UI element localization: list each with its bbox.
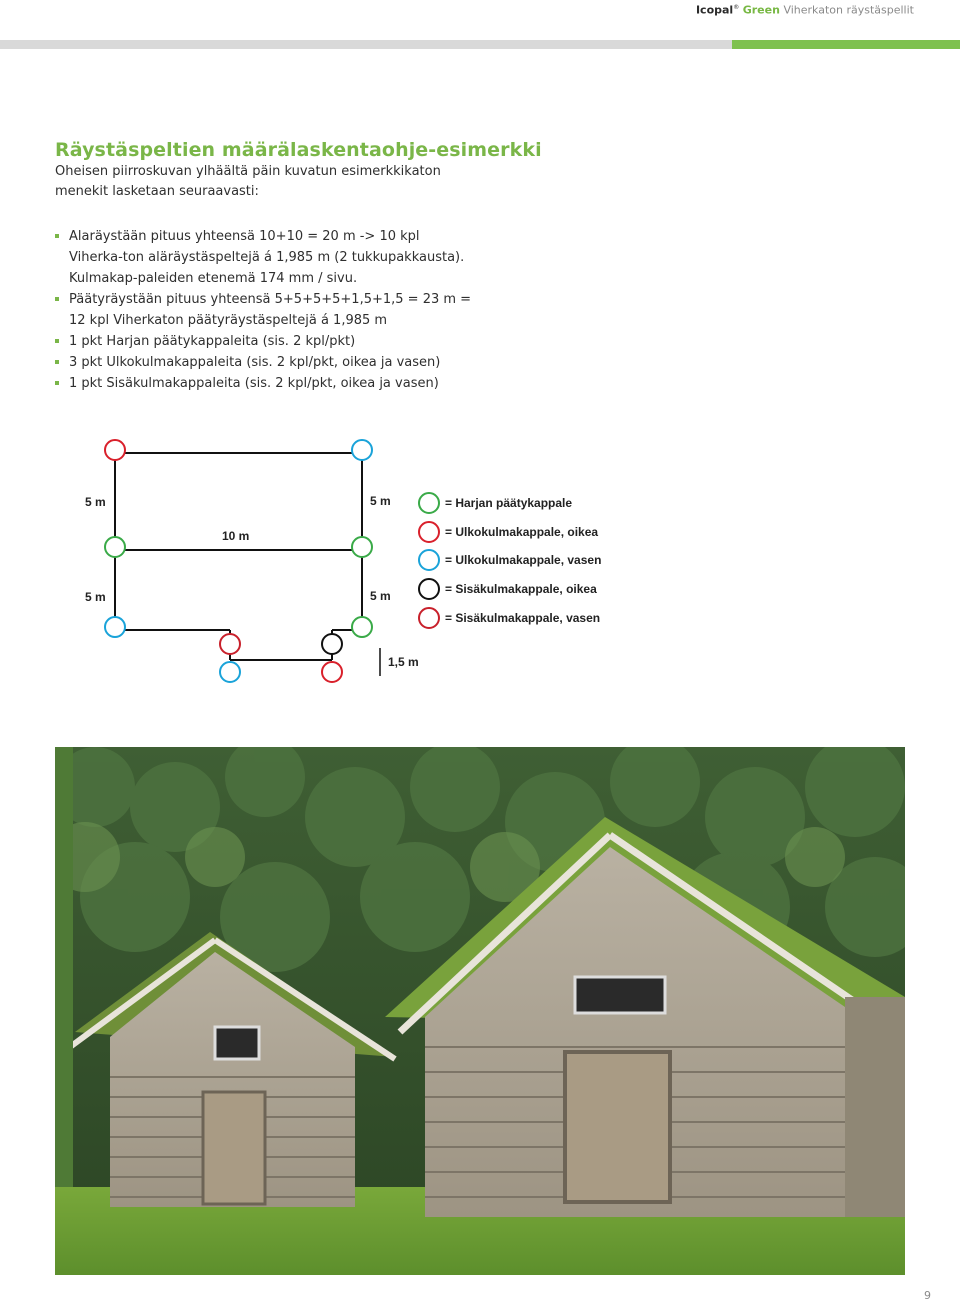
bullet-square-icon xyxy=(55,297,59,301)
ridge-end-marker xyxy=(105,537,125,557)
dimension-label: 10 m xyxy=(222,529,250,543)
bullet-square-icon xyxy=(55,360,59,364)
legend-label: = Sisäkulmakappale, oikea xyxy=(445,582,597,596)
outer-corner-left-marker xyxy=(105,617,125,637)
outer-corner-right-marker xyxy=(322,662,342,682)
list-item xyxy=(55,352,475,373)
legend-swatch xyxy=(419,522,439,542)
roof-plan-diagram xyxy=(70,430,630,700)
dimension-label: 5 m xyxy=(85,495,106,509)
brand-green: Green xyxy=(742,3,780,17)
inner-corner-left-marker xyxy=(220,634,240,654)
roof-outline xyxy=(115,453,362,660)
legend-label: = Harjan päätykappale xyxy=(445,496,573,510)
ridge-end-marker xyxy=(352,537,372,557)
dimension-label: 5 m xyxy=(370,494,391,508)
header-rule-gray xyxy=(0,40,732,49)
bullet-square-icon xyxy=(55,234,59,238)
intro-text: Oheisen piirroskuvan ylhäältä päin kuvatun esimerkkikaton menekit lasketaan seuraavasti: xyxy=(55,164,441,199)
list-item xyxy=(55,289,475,331)
bullet-square-icon xyxy=(55,381,59,385)
list-item-text: Alaräystään pituus yhteensä 10+10 = 20 m -> 10 kpl Viherka-ton aläräystäspeltejä á 1,985 m (2 tukkupakkausta). Kulmakap-paleiden etenemä 174 mm / sivu. xyxy=(69,229,465,286)
page-number: 9 xyxy=(924,1289,931,1302)
dimension-label: 5 m xyxy=(85,590,106,604)
legend-swatch xyxy=(419,608,439,628)
dimension-label: 1,5 m xyxy=(388,655,419,669)
brand-name: Icopal xyxy=(695,3,734,17)
header-subtitle: Viherkaton räystäspellit xyxy=(783,3,914,17)
calculation-list xyxy=(55,226,475,394)
list-item-text: Päätyräystään pituus yhteensä 5+5+5+5+1,5+1,5 = 23 m = 12 kpl Viherkaton päätyräystäspeltejä á 1,985 m xyxy=(69,292,472,328)
legend-label: = Sisäkulmakappale, vasen xyxy=(445,611,601,625)
registered-mark: ® xyxy=(733,4,740,11)
inner-corner-right-marker xyxy=(322,634,342,654)
header-rule-green xyxy=(732,40,960,49)
list-item-text: 1 pkt Harjan päätykappaleita (sis. 2 kpl/pkt) xyxy=(69,334,356,349)
sod-roof-cabins-photo xyxy=(55,747,905,1275)
legend-swatch xyxy=(419,493,439,513)
list-item xyxy=(55,331,475,352)
legend-label: = Ulkokulmakappale, oikea xyxy=(445,525,599,539)
ridge-end-marker xyxy=(352,617,372,637)
list-item-text: 3 pkt Ulkokulmakappaleita (sis. 2 kpl/pkt, oikea ja vasen) xyxy=(69,355,441,370)
bullet-square-icon xyxy=(55,339,59,343)
dimension-label: 5 m xyxy=(370,589,391,603)
list-item xyxy=(55,226,475,289)
legend-label: = Ulkokulmakappale, vasen xyxy=(445,553,602,567)
list-item xyxy=(55,373,475,394)
page-header xyxy=(696,0,914,23)
diagram-legend xyxy=(419,493,601,628)
list-item-text: 1 pkt Sisäkulmakappaleita (sis. 2 kpl/pkt, oikea ja vasen) xyxy=(69,376,439,391)
outer-corner-left-marker xyxy=(220,662,240,682)
outer-corner-right-marker xyxy=(105,440,125,460)
legend-swatch xyxy=(419,579,439,599)
legend-swatch xyxy=(419,550,439,570)
outer-corner-left-marker xyxy=(352,440,372,460)
section-title: Räystäspeltien määrälaskentaohje-esimerkki xyxy=(55,139,542,161)
